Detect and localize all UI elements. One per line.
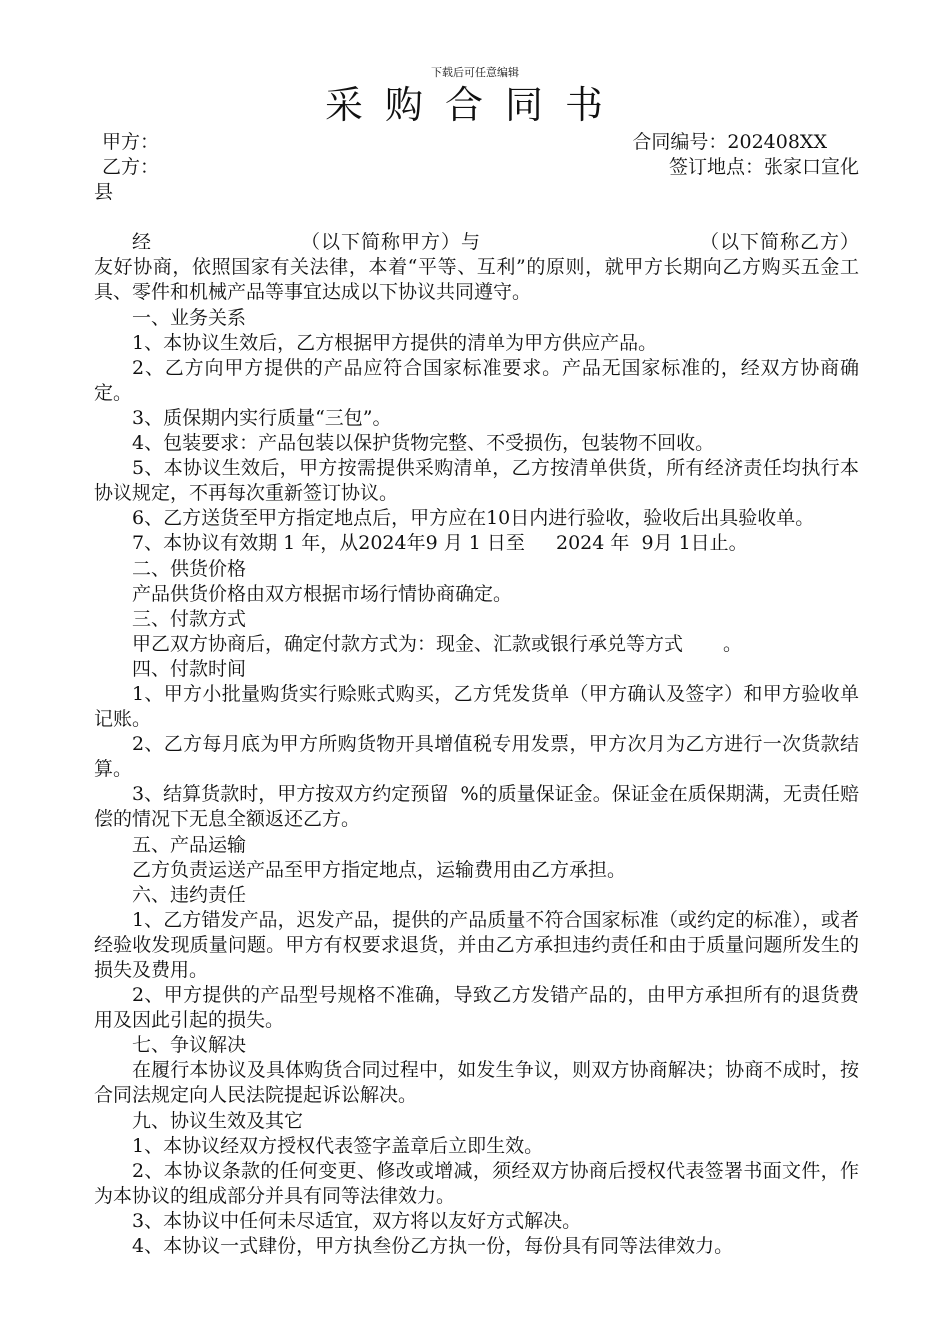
intro-text-1: 经: [132, 231, 152, 254]
clause: 乙方负责运送产品至甲方指定地点，运输费用由乙方承担。: [132, 858, 627, 881]
intro-text-3: （以下简称乙方）友好协商，依照国家有关法律，本着“平等、互利”的原则，就甲方长期向乙方购买五金工具、零件和机械产品等事宜达成以下协议共同遵守。: [94, 231, 859, 304]
party-a-row: [94, 130, 859, 155]
clause: 2、乙方每月底为甲方所购货物开具增值税专用发票，甲方次月为乙方进行一次货款结算。: [94, 733, 859, 781]
clause: 4、包装要求：产品包装以保护货物完整、不受损伤，包装物不回收。: [132, 432, 715, 455]
download-note: 下载后可任意编辑: [431, 66, 519, 79]
section-heading: 五、产品运输: [132, 833, 247, 856]
section-heading: 二、供货价格: [132, 557, 247, 580]
retention-text-2: %的质量保证金。保证金在质保期满，无责任赔偿的情况下无息全额返还乙方。: [94, 783, 859, 831]
clause: 3、质保期内实行质量“三包”。: [132, 406, 392, 429]
party-b-label: 乙方：: [102, 156, 160, 179]
clause: 产品供货价格由双方根据市场行情协商确定。: [132, 582, 513, 605]
party-b-row: [94, 155, 859, 180]
clause: [94, 782, 859, 832]
contract-body: [94, 130, 859, 1259]
retention-text: 3、结算货款时，甲方按双方约定预留: [132, 783, 449, 806]
clause: 3、本协议中任何未尽适宜，双方将以友好方式解决。: [132, 1209, 582, 1232]
sign-place: 签订地点：张家口宣化: [668, 156, 859, 179]
clause: 1、甲方小批量购货实行赊账式购买，乙方凭发货单（甲方确认及签字）和甲方验收单记账。: [94, 682, 859, 731]
section-heading: 一、业务关系: [132, 306, 247, 329]
contract-number: 合同编号：202408XX: [632, 131, 827, 153]
clause: 2、乙方向甲方提供的产品应符合国家标准要求。产品无国家标准的，经双方协商确定。: [94, 356, 859, 404]
section-heading: 六、违约责任: [132, 883, 247, 906]
clause: 4、本协议一式肆份，甲方执叁份乙方执一份，每份具有同等法律效力。: [132, 1235, 734, 1258]
section-heading: 七、争议解决: [132, 1034, 247, 1057]
clause: 1、本协议经双方授权代表签字盖章后立即生效。: [132, 1134, 544, 1157]
clause: 2、本协议条款的任何变更、修改或增减，须经双方协商后授权代表签署书面文件，作为本协议的组成部分并具有同等法律效力。: [94, 1159, 859, 1207]
section-heading: 四、付款时间: [132, 657, 247, 680]
payment-method-text: 甲乙双方协商后，确定付款方式为：现金、汇款或银行承兑等方式: [132, 632, 684, 655]
intro-paragraph: [94, 230, 859, 305]
clause: 2、甲方提供的产品型号规格不准确，导致乙方发错产品的，由甲方承担所有的退货费用及因此引起的损失。: [94, 984, 859, 1032]
clause: 1、本协议生效后，乙方根据甲方提供的清单为甲方供应产品。: [132, 331, 658, 354]
intro-text-2: （以下简称甲方）与: [300, 231, 481, 254]
payment-method-end: 。: [723, 632, 743, 655]
clause: [94, 632, 859, 657]
clause: 7、本协议有效期 1 年，从2024年9 月 1 日至 2024 年 9月 1日止。: [132, 532, 748, 555]
sign-place-continued: 县: [94, 181, 114, 204]
page-title: 采购合同书: [324, 83, 625, 127]
clause: 6、乙方送货至甲方指定地点后，甲方应在10日内进行验收，验收后出具验收单。: [132, 507, 815, 530]
clause: 1、乙方错发产品，迟发产品，提供的产品质量不符合国家标准（或约定的标准），或者经验收发现质量问题。甲方有权要求退货，并由乙方承担违约责任和由于质量问题所发生的损失及费用。: [94, 908, 859, 981]
clause: 在履行本协议及具体购货合同过程中，如发生争议，则双方协商解决；协商不成时，按合同法规定向人民法院提起诉讼解决。: [94, 1059, 859, 1107]
party-a-label: 甲方：: [102, 131, 160, 153]
spacer: [94, 205, 859, 230]
section-heading: 九、协议生效及其它: [132, 1109, 304, 1132]
section-heading: 三、付款方式: [132, 607, 247, 630]
clause: 5、本协议生效后，甲方按需提供采购清单，乙方按清单供货，所有经济责任均执行本协议规定，不再每次重新签订协议。: [94, 457, 859, 505]
